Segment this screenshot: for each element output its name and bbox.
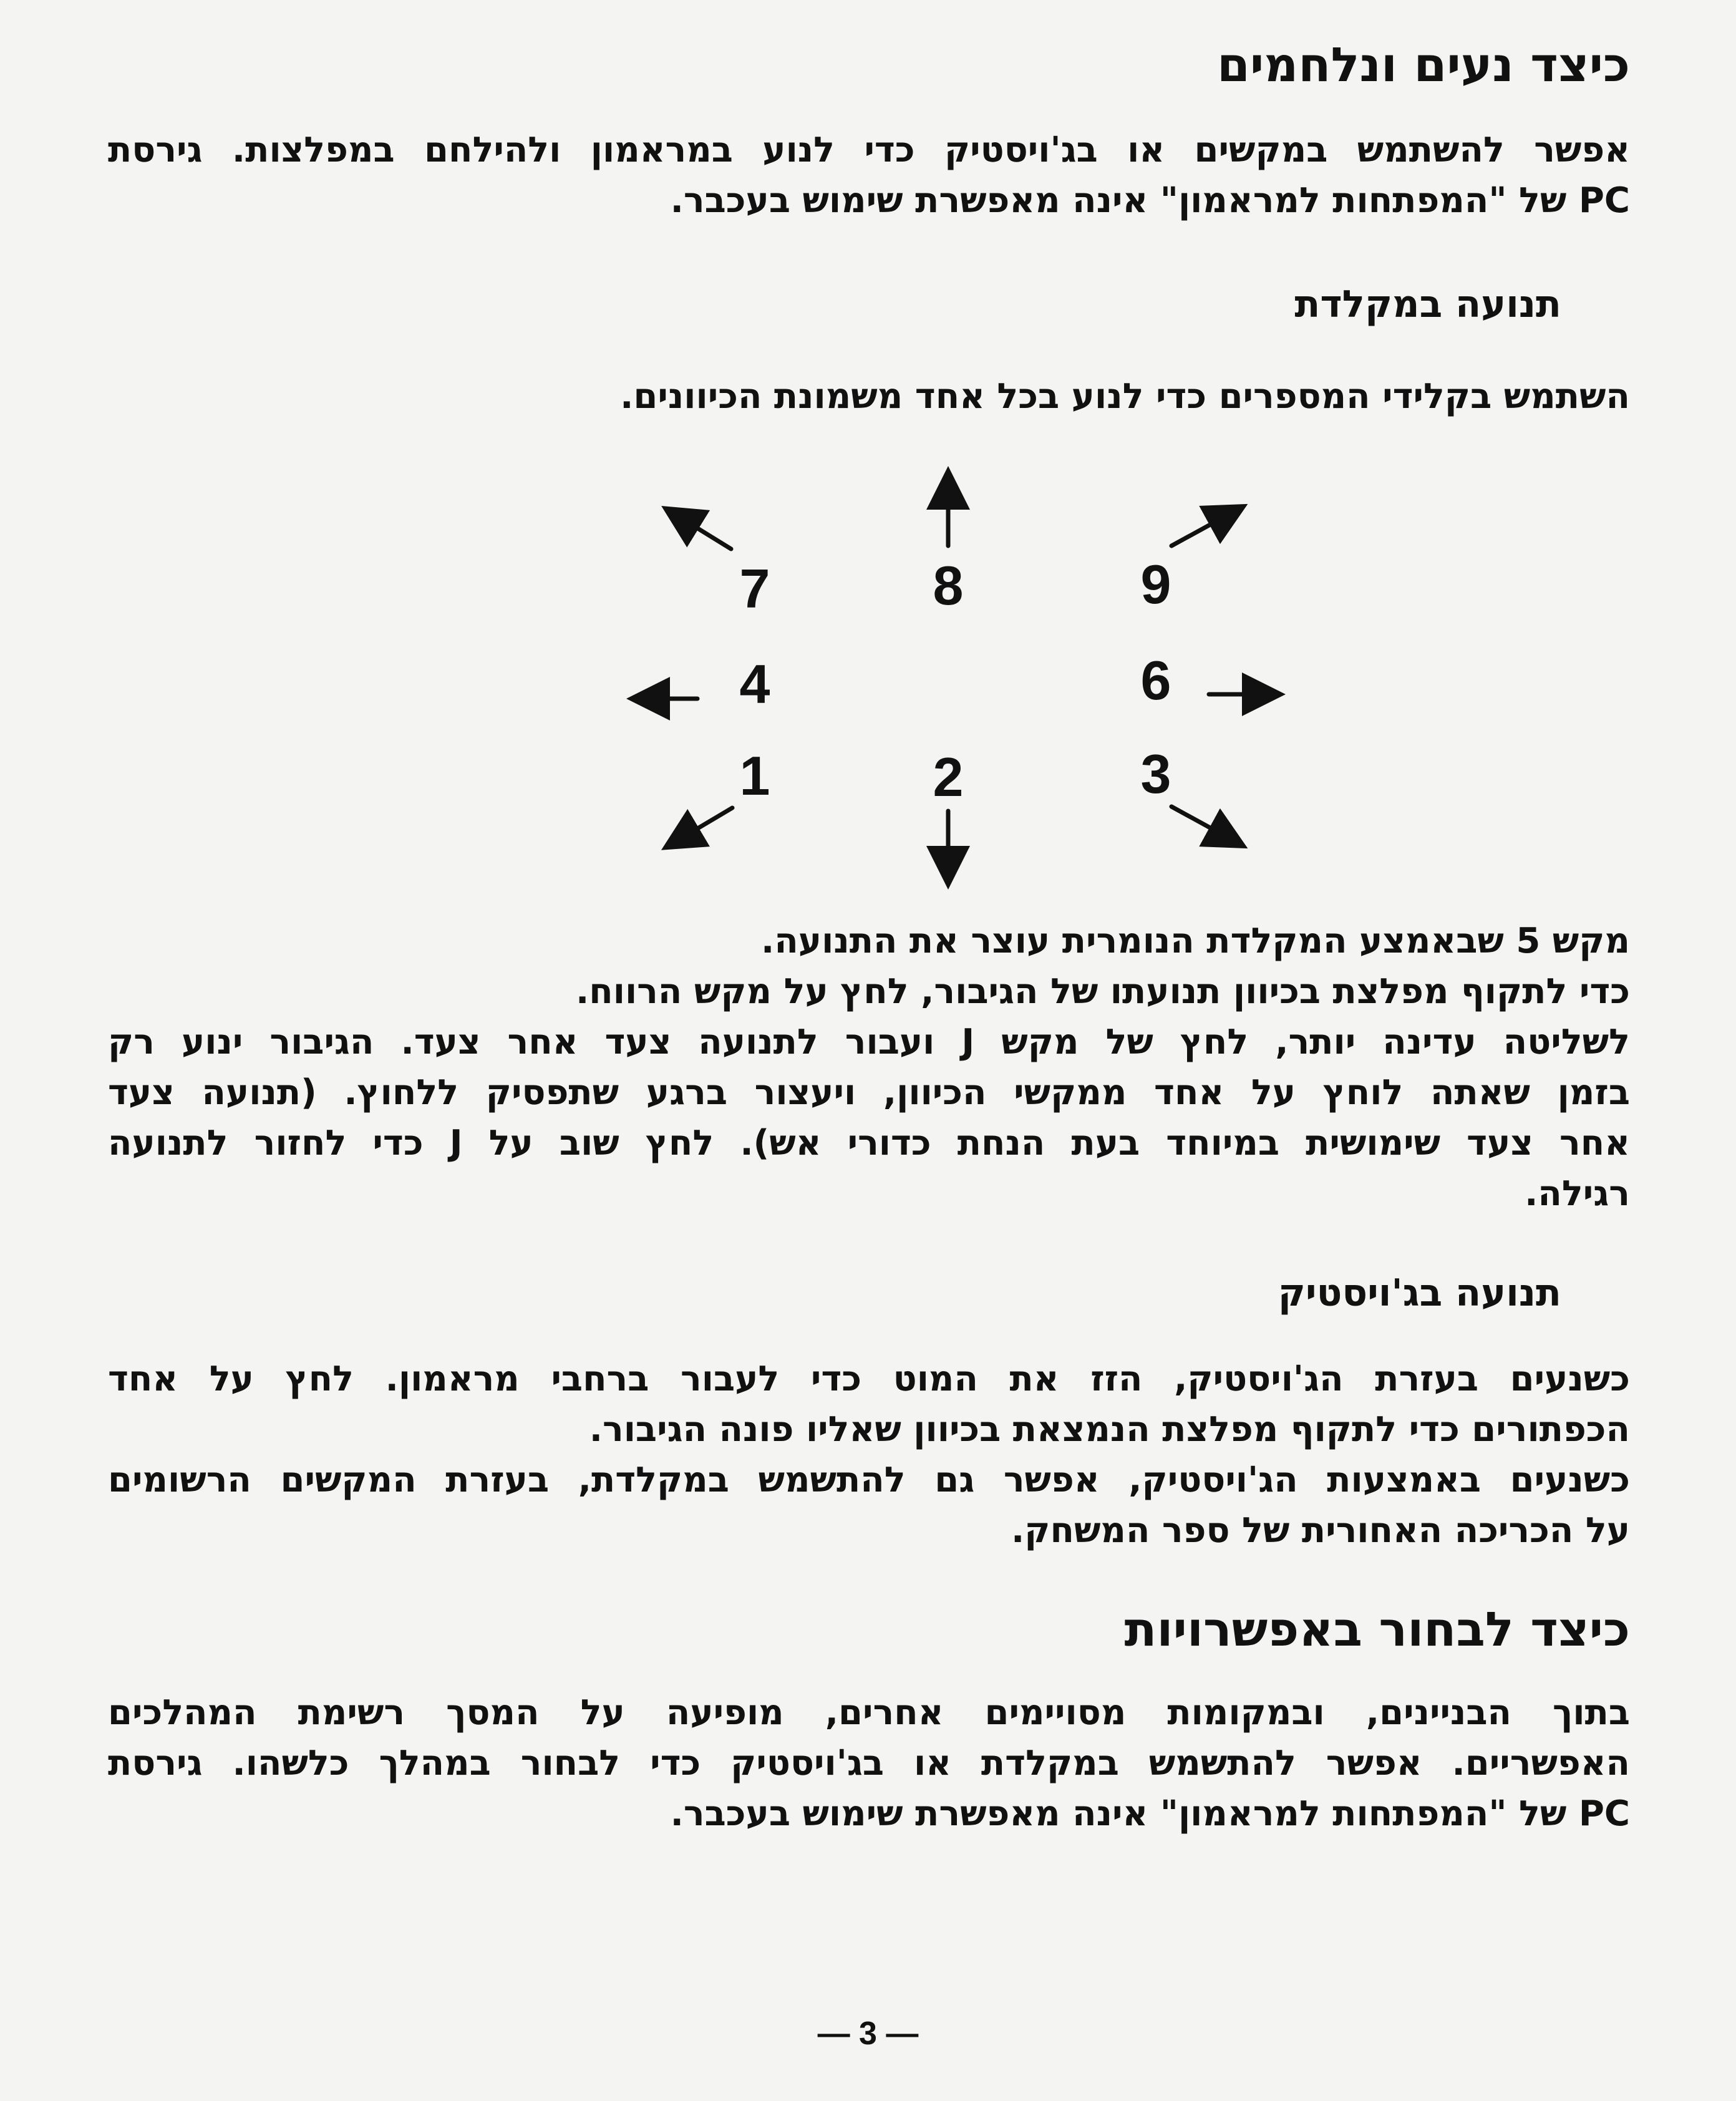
paragraph-line: אפשר להשתמש במקשים או בג'ויסטיק כדי לנוע במראמון ולהילחם במפלצות. גירסת (108, 130, 1630, 170)
paragraph-line: הכפתורים כדי לתקוף מפלצת הנמצאת בכיוון שאליו פונה הגיבור. (589, 1409, 1630, 1450)
heading-choosing-options: כיצד לבחור באפשרויות (1124, 1601, 1630, 1657)
paragraph-line: בזמן שאתה לוחץ על אחד ממקשי הכיוון, ויעצור ברגע שתפסיק ללחוץ. (תנועה צעד (108, 1072, 1630, 1113)
paragraph-line: על הכריכה האחורית של ספר המשחק. (1011, 1510, 1630, 1551)
paragraph-line: מקש 5 שבאמצע המקלדת הנומרית עוצר את התנועה. (761, 921, 1630, 961)
keyboard-paragraph (108, 916, 1630, 1219)
key-9: 9 (1140, 553, 1171, 615)
options-paragraph (108, 1687, 1630, 1839)
direction-arrows (624, 462, 1310, 898)
arrow-down-left-icon (672, 808, 732, 843)
arrow-up-left-icon (672, 513, 731, 549)
paragraph-line: PC של "המפתחות למראמון" אינה מאפשרת שימוש בעכבר. (670, 180, 1630, 221)
paragraph-line: האפשריים. אפשר להתשמש במקלדת או בג'ויסטיק כדי לבחור במהלך כלשהו. גירסת (108, 1743, 1630, 1783)
paragraph-line: כשנעים באמצעות הג'ויסטיק, אפשר גם להתשמש במקלדת, בעזרת המקשים הרשומים (108, 1460, 1630, 1500)
paragraph-line: בתוך הבניינים, ובמקומות מסויימים אחרים, מופיעה על המסך רשימת המהלכים (108, 1692, 1630, 1733)
numpad-direction-diagram (624, 462, 1310, 898)
paragraph-line: כדי לתקוף מפלצת בכיוון תנועתו של הגיבור, לחץ על מקש הרווח. (575, 971, 1630, 1012)
key-2: 2 (933, 746, 964, 808)
key-8: 8 (933, 555, 964, 616)
arrow-up-right-icon (1171, 510, 1236, 546)
keyboard-intro (108, 371, 1630, 422)
paragraph-line: השתמש בקלידי המספרים כדי לנוע בכל אחד משמונת הכיוונים. (620, 376, 1630, 417)
joystick-paragraph (108, 1354, 1630, 1556)
paragraph-line: רגילה. (1525, 1173, 1630, 1214)
page-number: — 3 — (817, 2016, 919, 2052)
key-7: 7 (739, 558, 770, 619)
paragraph-line: PC של "המפתחות למראמון" אינה מאפשרת שימוש בעכבר. (670, 1793, 1630, 1834)
paragraph-line: אחר צעד שימושית במיוחד בעת הנחת כדורי אש). לחץ שוב על J כדי לחזור לתנועה (108, 1123, 1631, 1163)
intro-paragraph (108, 125, 1630, 226)
paragraph-line: כשנעים בעזרת הג'ויסטיק, הזז את המוט כדי לעבור ברחבי מראמון. לחץ על אחד (108, 1359, 1630, 1399)
key-3: 3 (1140, 743, 1171, 805)
key-4: 4 (739, 653, 770, 715)
arrow-down-right-icon (1171, 807, 1236, 842)
heading-movement-and-fighting: כיצד נעים ונלחמים (1217, 37, 1630, 92)
heading-keyboard-movement: תנועה במקלדת (1294, 283, 1561, 326)
paragraph-line: לשליטה עדינה יותר, לחץ של מקש J ועבור לתנועה צעד אחר צעד. הגיבור ינוע רק (108, 1022, 1630, 1062)
heading-joystick-movement: תנועה בג'ויסטיק (1278, 1271, 1561, 1315)
key-6: 6 (1140, 649, 1171, 711)
key-1: 1 (739, 745, 770, 807)
